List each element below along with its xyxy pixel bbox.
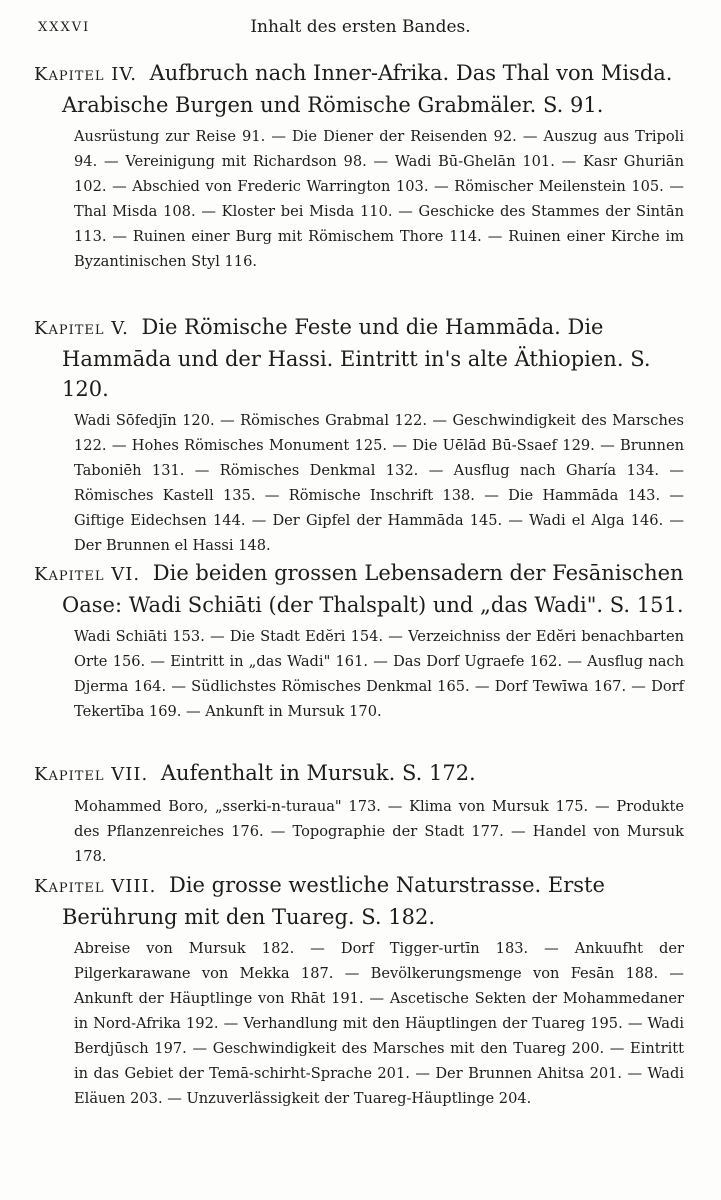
- chapter-8: [34, 870, 684, 1111]
- chapter-title: Die beiden grossen Lebensadern der Fesānischen Oase: Wadi Schiāti (der Thalspalt) und „das Wadi".: [62, 561, 684, 617]
- chapter-summary: Ausrüstung zur Reise 91. — Die Diener der Reisenden 92. — Auszug aus Tripoli 94. — Vereinigung mit Richardson 98. — Wadi Bū-Ghelān 101. — Kasr Ghuriān 102. — Abschied von Frederic Warrington 103. — Römischer Meilenstein 105. — Thal Misda 108. — Kloster bei Misda 110. — Geschicke des Stammes der Sintān 113. — Ruinen einer Burg mit Römischem Thore 114. — Ruinen einer Kirche im Byzantinischen Styl 116.: [74, 128, 684, 270]
- chapter-heading: [34, 312, 684, 404]
- chapter-page-ref: S. 91.: [542, 93, 604, 117]
- chapter-label: Kapitel VIII.: [34, 876, 157, 897]
- chapter-title: Die Römische Feste und die Hammāda. Die Hammāda und der Hassi. Eintritt in's alte Äthiopien.: [62, 315, 624, 371]
- chapter-heading: [34, 758, 684, 790]
- chapter-label: Kapitel VI.: [34, 564, 141, 585]
- chapter-label: Kapitel VII.: [34, 764, 149, 785]
- chapter-heading: [34, 558, 684, 620]
- chapter-title: Aufenthalt in Mursuk.: [160, 761, 396, 785]
- chapter-page-ref: S. 172.: [401, 761, 476, 785]
- running-title: Inhalt des ersten Bandes.: [250, 17, 471, 37]
- page-number: XXXVI: [38, 20, 91, 35]
- chapter-summary: Mohammed Boro, „sserki-n-turaua" 173. — Klima von Mursuk 175. — Produkte des Pflanzenreiches 176. — Topographie der Stadt 177. — Handel von Mursuk 178.: [74, 798, 684, 865]
- chapter-label: Kapitel V.: [34, 318, 129, 339]
- chapter-4: [34, 58, 684, 274]
- chapter-label: Kapitel IV.: [34, 64, 137, 85]
- chapter-page-ref: S. 120.: [62, 347, 651, 401]
- chapter-heading: [34, 870, 684, 932]
- chapter-title: Aufbruch nach Inner-Afrika. Das Thal von Misda. Arabische Burgen und Römische Grabmäler.: [62, 61, 673, 117]
- chapter-heading: [34, 58, 684, 120]
- chapter-6: [34, 558, 684, 724]
- chapter-summary: Wadi Sōfedjīn 120. — Römisches Grabmal 122. — Geschwindigkeit des Marsches 122. — Hohes Römisches Monument 125. — Die Uēlād Bū-Ssaef 129. — Brunnen Taboniēh 131. — Römisches Denkmal 132. — Ausflug nach Gharía 134. — Römisches Kastell 135. — Römische Inschrift 138. — Die Hammāda 143. — Giftige Eidechsen 144. — Der Gipfel der Hammāda 145. — Wadi el Alga 146. — Der Brunnen el Hassi 148.: [74, 412, 684, 554]
- chapter-7: [34, 758, 684, 869]
- chapter-summary: Wadi Schiāti 153. — Die Stadt Edĕri 154. — Verzeichniss der Edĕri benachbarten Orte 156. — Eintritt in „das Wadi" 161. — Das Dorf Ugraefe 162. — Ausflug nach Djerma 164. — Südlichstes Römisches Denkmal 165. — Dorf Tewīwa 167. — Dorf Tekertība 169. — Ankunft in Mursuk 170.: [74, 628, 684, 720]
- chapter-page-ref: S. 151.: [609, 593, 684, 617]
- chapter-summary: Abreise von Mursuk 182. — Dorf Tigger-urtīn 183. — Ankuufht der Pilgerkarawane von Mekka 187. — Bevölkerungsmenge von Fesān 188. — Ankunft der Häuptlinge von Rhāt 191. — Ascetische Sekten der Mohammedaner in Nord-Afrika 192. — Verhandlung mit den Häuptlingen der Tuareg 195. — Wadi Berdjūsch 197. — Geschwindigkeit des Marsches mit den Tuareg 200. — Eintritt in das Gebiet der Temā-schirht-Sprache 201. — Der Brunnen Ahitsa 201. — Wadi Eläuen 203. — Unzuverlässigkeit der Tuareg-Häuptlinge 204.: [74, 940, 684, 1107]
- chapter-title: Die grosse westliche Naturstrasse. Erste Berührung mit den Tuareg.: [62, 873, 605, 929]
- chapter-page-ref: S. 182.: [361, 905, 436, 929]
- chapter-5: [34, 312, 684, 558]
